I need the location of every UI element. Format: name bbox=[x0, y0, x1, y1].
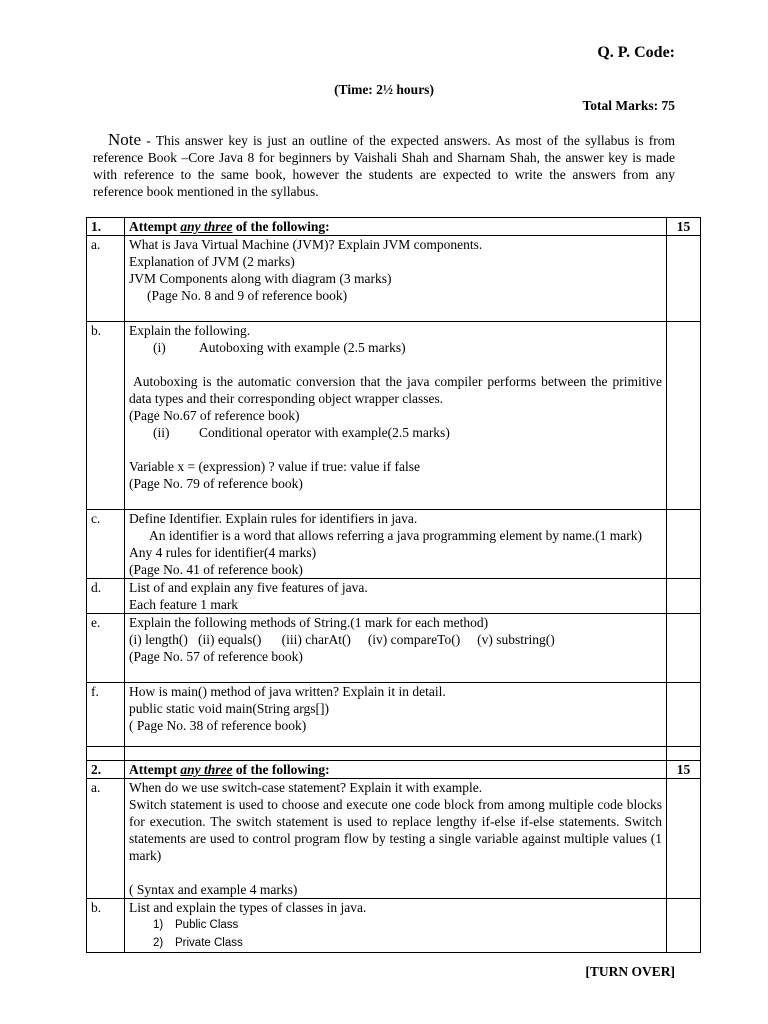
qp-code: Q. P. Code: bbox=[597, 44, 675, 61]
answer-cell: Explain the following methods of String.(1 mark for each method) (i) length() (ii) equals() (iii) charAt() (iv) compareTo() (v) substring() (Page No. 57 of reference book) bbox=[125, 614, 667, 683]
question-number: 1. bbox=[87, 218, 125, 236]
table-row bbox=[87, 899, 701, 953]
sub-question-label: a. bbox=[87, 236, 125, 322]
total-marks: Total Marks: 75 bbox=[582, 98, 675, 113]
turn-over: [TURN OVER] bbox=[585, 964, 675, 979]
answer-cell: How is main() method of java written? Explain it in detail. public static void main(String args[]) ( Page No. 38 of reference book) bbox=[125, 683, 667, 747]
sub-question-label: d. bbox=[87, 579, 125, 614]
table-row bbox=[87, 614, 701, 683]
note-paragraph bbox=[93, 131, 675, 200]
table-row bbox=[87, 579, 701, 614]
note-label: Note bbox=[108, 130, 142, 149]
answer-cell: Explain the following. (i) Autoboxing with example (2.5 marks) Autoboxing is the automatic conversion that the java compiler performs between the primitive data types and their corresponding object wrapper classes. (Page No.67 of reference book) (ii) Conditional operator with example(2.5 marks) Variable x = (expression) ? value if true: value if false (Page No. 79 of reference book) bbox=[125, 322, 667, 510]
sub-question-label: b. bbox=[87, 322, 125, 510]
answer-cell: When do we use switch-case statement? Explain it with example. Switch statement is used to choose and execute one code block from among multiple code blocks for execution. The switch statement is used to replace lengthy if-else if-else statements. Switch statements are used to control program flow by testing a single variable against multiple values (1 mark) ( Syntax and example 4 marks) bbox=[125, 779, 667, 899]
table-row bbox=[87, 779, 701, 899]
question-heading: Attempt any three of the following: bbox=[125, 218, 667, 236]
answer-cell: List of and explain any five features of java. Each feature 1 mark bbox=[125, 579, 667, 614]
question-marks: 15 bbox=[667, 761, 701, 779]
note-text: - This answer key is just an outline of the expected answers. As most of the syllabus is from reference Book –Core Java 8 for beginners by Vaishali Shah and Sharnam Shah, the answer key is made with reference to the same book, however the students are expected to write the answers from any reference book mentioned in the syllabus. bbox=[93, 133, 675, 199]
answer-key-table bbox=[86, 217, 701, 953]
table-row bbox=[87, 747, 701, 761]
sub-question-label: f. bbox=[87, 683, 125, 747]
table-row bbox=[87, 218, 701, 236]
question-number: 2. bbox=[87, 761, 125, 779]
answer-cell: List and explain the types of classes in java. 1) Public Class 2) Private Class bbox=[125, 899, 667, 953]
sub-question-label: b. bbox=[87, 899, 125, 953]
table-row bbox=[87, 322, 701, 510]
question-heading: Attempt any three of the following: bbox=[125, 761, 667, 779]
sub-question-label: c. bbox=[87, 510, 125, 579]
sub-question-label: a. bbox=[87, 779, 125, 899]
question-marks: 15 bbox=[667, 218, 701, 236]
exam-time: (Time: 2½ hours) bbox=[334, 82, 434, 97]
table-row bbox=[87, 761, 701, 779]
answer-cell: Define Identifier. Explain rules for identifiers in java. An identifier is a word that allows referring a java programming element by name.(1 mark) Any 4 rules for identifier(4 marks) (Page No. 41 of reference book) bbox=[125, 510, 667, 579]
table-row bbox=[87, 510, 701, 579]
table-row bbox=[87, 236, 701, 322]
table-row bbox=[87, 683, 701, 747]
answer-cell: What is Java Virtual Machine (JVM)? Explain JVM components. Explanation of JVM (2 marks) JVM Components along with diagram (3 marks) (Page No. 8 and 9 of reference book) bbox=[125, 236, 667, 322]
sub-question-label: e. bbox=[87, 614, 125, 683]
